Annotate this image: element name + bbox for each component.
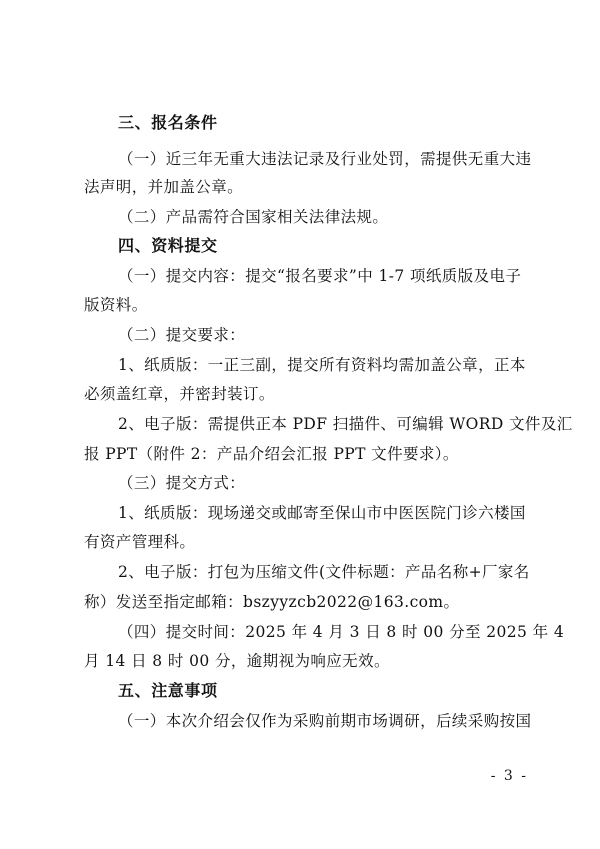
section-heading-document-submission: 四、资料提交 [118,236,218,255]
paragraph-line: 法声明，并加盖公章。 [84,178,244,196]
paragraph-line: 1、纸质版：现场递交或邮寄至保山市中医医院门诊六楼国 [118,504,526,522]
paragraph-line: 2、电子版：需提供正本 PDF 扫描件、可编辑 WORD 文件及汇 [118,415,573,433]
paragraph-line: （二）产品需符合国家相关法律法规。 [118,208,389,226]
paragraph-line: 2、电子版：打包为压缩文件(文件标题：产品名称+厂家名 [118,563,530,581]
page-number: - 3 - [490,768,528,784]
paragraph-line: （一）近三年无重大违法记录及行业处罚，需提供无重大违 [118,150,532,168]
paragraph-line: （一）本次介绍会仅作为采购前期市场调研，后续采购按国 [118,712,532,730]
paragraph-line: （二）提交要求： [118,326,246,344]
paragraph-line: （四）提交时间：2025 年 4 月 3 日 8 时 00 分至 2025 年 4 [118,623,565,641]
paragraph-line: （三）提交方式： [118,474,246,492]
paragraph-line: 报 PPT（附件 2：产品介绍会汇报 PPT 文件要求）。 [84,445,459,463]
paragraph-line: （一）提交内容：提交“报名要求”中 1-7 项纸质版及电子 [118,267,522,285]
section-heading-notes: 五、注意事项 [118,681,218,700]
paragraph-line: 1、纸质版：一正三副，提交所有资料均需加盖公章，正本 [118,356,526,374]
section-heading-registration-conditions: 三、报名条件 [118,113,218,132]
paragraph-line: 有资产管理科。 [84,533,196,551]
paragraph-line: 版资料。 [84,296,148,314]
paragraph-line: 称）发送至指定邮箱：bszyyzcb2022@163.com。 [84,593,460,611]
paragraph-line: 必须盖红章，并密封装订。 [84,385,275,403]
paragraph-line: 月 14 日 8 时 00 分，逾期视为响应无效。 [84,652,390,670]
